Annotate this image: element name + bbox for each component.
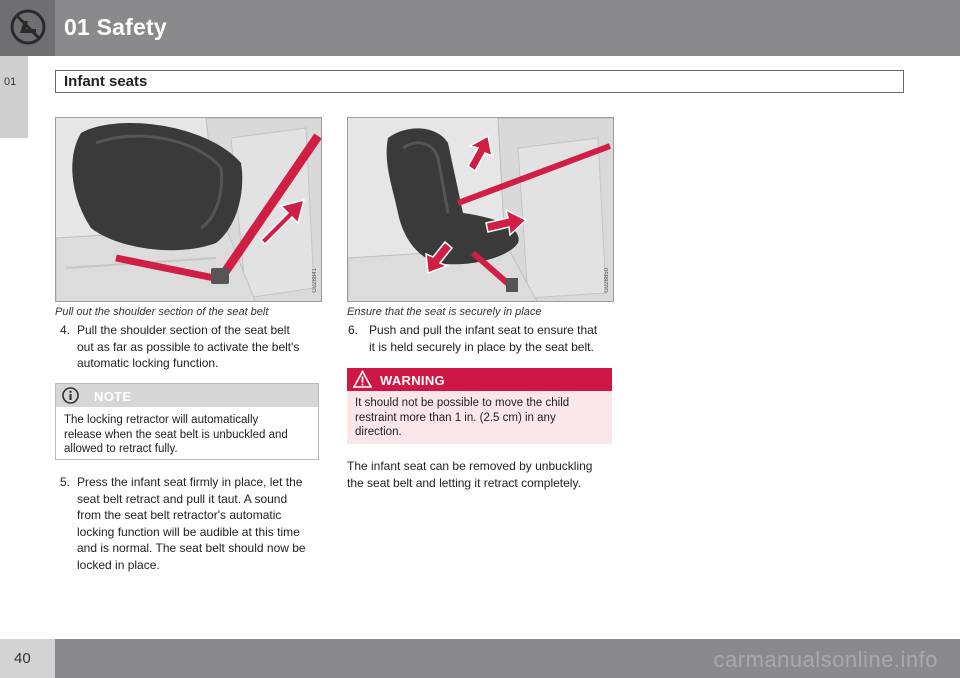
section-title: Infant seats xyxy=(64,73,148,90)
step-5 xyxy=(60,474,330,574)
step-4 xyxy=(60,322,330,374)
step-text-line: Pull the shoulder section of the seat belt xyxy=(77,323,290,337)
warning-box xyxy=(347,368,612,444)
step-text-line: from the seat belt retractor's automatic xyxy=(77,508,282,522)
page-number: 40 xyxy=(14,650,31,667)
note-text-line: The locking retractor will automatically xyxy=(64,414,259,426)
footer-page-tab xyxy=(0,639,55,678)
section-title-bar xyxy=(55,70,904,93)
warning-text-line: direction. xyxy=(355,426,402,438)
step-text-line: out as far as possible to activate the belt's xyxy=(77,339,300,354)
step-text-line: seat belt retract and pull it taut. A sound xyxy=(77,491,288,506)
chapter-side-tab-label: 01 xyxy=(4,76,17,88)
warning-text-line: It should not be possible to move the child xyxy=(355,397,570,409)
step-text-line: Press the infant seat firmly in place, let the xyxy=(77,475,303,489)
chapter-side-tab xyxy=(0,56,28,138)
warning-label: WARNING xyxy=(380,373,445,388)
no-airbag-child-seat-icon xyxy=(10,9,46,45)
figure-pull-shoulder-belt xyxy=(55,117,322,302)
step-text-line: automatic locking function. xyxy=(77,356,219,370)
figure-code: G028850 xyxy=(604,268,610,293)
note-label: NOTE xyxy=(94,389,132,404)
illustration-infant-seat-belt-pull xyxy=(56,118,322,302)
step-text-line: locked in place. xyxy=(77,557,160,572)
figure-code: G028841 xyxy=(312,268,318,293)
step-number: 4. xyxy=(60,323,71,337)
paragraph-line: The infant seat can be removed by unbuckling xyxy=(347,459,593,473)
figure-check-seat-secure xyxy=(347,117,614,302)
warning-text xyxy=(355,396,605,440)
figure-caption: Pull out the shoulder section of the seat belt xyxy=(55,306,269,318)
note-text-line: release when the seat belt is unbuckled and xyxy=(64,428,288,441)
paragraph-line: the seat belt and letting it retract completely. xyxy=(347,475,581,490)
watermark-text: carmanualsonline.info xyxy=(713,647,938,672)
step-text-line: it is held securely in place by the seat belt. xyxy=(369,339,594,354)
warning-triangle-icon xyxy=(353,370,372,389)
note-text-line: allowed to retract fully. xyxy=(64,443,178,455)
page-footer xyxy=(0,639,960,678)
removal-paragraph xyxy=(347,458,617,491)
step-text-line: and is normal. The seat belt should now be xyxy=(77,541,306,555)
step-number: 5. xyxy=(60,475,71,489)
note-box xyxy=(55,383,319,460)
step-text-line: Push and pull the infant seat to ensure that xyxy=(369,323,598,337)
chapter-title: 01 Safety xyxy=(64,14,167,40)
step-6 xyxy=(348,322,618,358)
note-text xyxy=(64,413,314,457)
figure-caption: Ensure that the seat is securely in place xyxy=(347,306,542,318)
warning-header xyxy=(347,368,612,391)
note-header xyxy=(56,384,318,407)
illustration-infant-seat-secure xyxy=(348,118,614,302)
step-text-line: locking function will be audible at this time xyxy=(77,524,300,539)
header-icon-box xyxy=(0,0,55,56)
info-icon xyxy=(62,387,79,404)
warning-text-line: restraint more than 1 in. (2.5 cm) in any xyxy=(355,411,556,424)
step-number: 6. xyxy=(348,323,359,337)
chapter-header xyxy=(0,0,960,56)
